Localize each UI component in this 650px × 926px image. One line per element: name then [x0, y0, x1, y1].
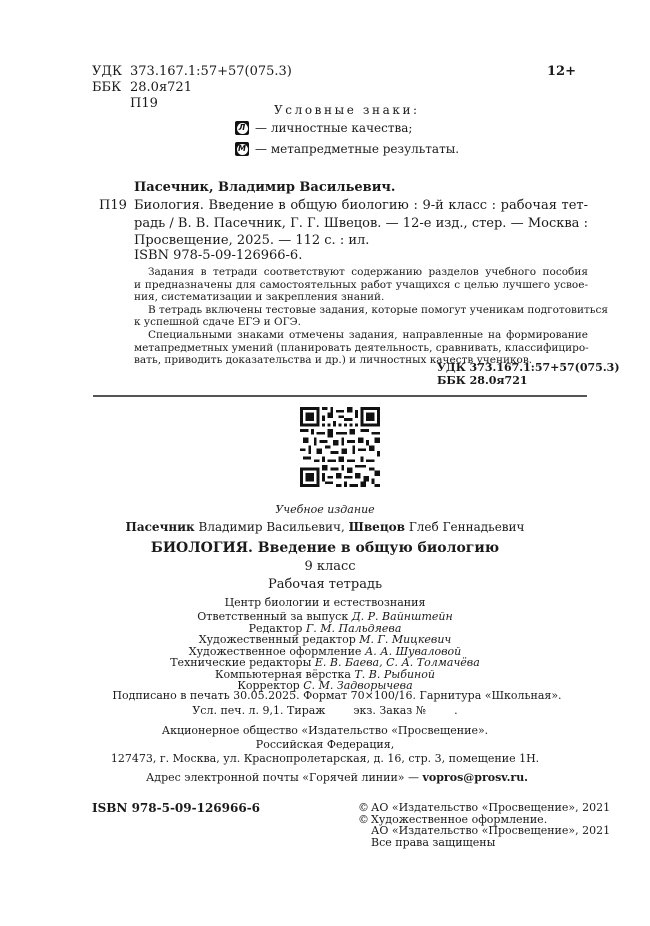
annotation-line: вать, приводить доказательства и др.) и личностных качеств учеников. [134, 354, 533, 367]
credit-row: Технические редакторы Е. В. Баева, С. А. Толмачёва [170, 656, 480, 669]
annotation-line: В тетрадь включены тестовые задания, которые помогут ученикам подготовиться [148, 303, 608, 316]
copyright-row: Все права защищены [371, 836, 496, 850]
legend-title: Условные знаки: [274, 103, 420, 117]
credit-row: Редактор Г. М. Пальдяева [248, 621, 402, 635]
credit-row: Компьютерная вёрстка Т. В. Рыбиной [214, 667, 435, 681]
hotline-email-link[interactable]: vopros@prosv.ru. [422, 771, 529, 784]
print-run-line: Усл. печ. л. 9,1. Тираж экз. Заказ № . [192, 704, 458, 717]
annotation-line: ния, систематизации и закрепления знаний. [134, 291, 385, 304]
annotation-line: Задания в тетради соответствуют содержанию разделов учебного пособия [148, 266, 588, 278]
bbk-label: ББК [92, 80, 122, 95]
bbk-value: 28.0я721 [130, 80, 192, 95]
authors-full: Пасечник Владимир Васильевич, Швецов Глеб Геннадьевич [125, 520, 525, 534]
credit-row: Художественный редактор М. Г. Мицкевич [198, 633, 452, 646]
credit-row: Ответственный за выпуск Д. Р. Вайнштейн [197, 610, 453, 623]
copyright-row: © АО «Издательство «Просвещение», 2021 [358, 801, 611, 814]
annotation-line: и предназначены для самостоятельных работ учащихся с целью лучшего усвое- [134, 278, 588, 291]
classification-block [92, 64, 292, 112]
annotation [134, 266, 608, 367]
qr-code-icon[interactable] [300, 407, 380, 487]
record-isbn: ISBN 978-5-09-126966-6. [134, 248, 303, 263]
annotation-classification [437, 361, 620, 387]
book-grade: 9 класс [304, 559, 356, 574]
udk-value: 373.167.1:57+57(075.3) [130, 64, 292, 79]
letter-l-badge-icon: Л [235, 121, 249, 135]
hotline-label: Адрес электронной почты «Горячей линии» — [145, 771, 420, 784]
copyright-icon: © [358, 812, 369, 826]
print-info-line: Подписано в печать 30.05.2025. Формат 70×100/16. Гарнитура «Школьная». [112, 689, 562, 702]
annotation-line: Специальными знаками отмечены задания, направленные на формирование [148, 328, 588, 341]
copyright-icon: © [358, 801, 369, 814]
annotation-bbk: ББК 28.0я721 [437, 374, 528, 387]
copyright-block [358, 802, 610, 849]
credit-row: Художественное оформление А. А. Шуваловой [188, 644, 462, 658]
editorial-center: Центр биологии и естествознания [224, 596, 426, 609]
copyright-row: АО «Издательство «Просвещение», 2021 [371, 824, 611, 838]
credits [0, 611, 650, 692]
book-title: БИОЛОГИЯ. Введение в общую биологию [150, 540, 500, 556]
record-description [134, 197, 588, 250]
record-line: радь / В. В. Пасечник, Г. Г. Швецов. — 12-е изд., стер. — Москва : [134, 215, 588, 231]
udk-label: УДК [92, 64, 123, 79]
publisher-address: 127473, г. Москва, ул. Краснопролетарская, д. 16, стр. 3, помещение 1Н. [110, 752, 540, 765]
record-line: Биология. Введение в общую биологию : 9-й класс : рабочая тет- [134, 198, 588, 213]
credit-row: Корректор С. М. Задворычева [237, 679, 413, 692]
record-line: Просвещение, 2025. — 112 с. : ил. [134, 233, 370, 248]
author-mark: П19 [130, 96, 158, 111]
annotation-line: метапредметных умений (планировать деятельность, сравнивать, классифициро- [134, 341, 589, 354]
annotation-udk: УДК 373.167.1:57+57(075.3) [437, 361, 620, 374]
legend-text: — личностные качества; [255, 121, 413, 135]
publisher-name: Акционерное общество «Издательство «Просвещение». [161, 724, 489, 737]
annotation-line: к успешной сдаче ЕГЭ и ОГЭ. [134, 316, 301, 329]
legend-text: — метапредметные результаты. [255, 142, 460, 156]
publisher-country: Российская Федерация, [255, 738, 395, 751]
letter-m-badge-icon: М [235, 142, 249, 156]
record-author-mark: П19 [99, 198, 127, 213]
copyright-row: © Художественное оформление. [358, 812, 548, 826]
legend-item-personal [235, 121, 412, 135]
hotline-contact [12, 771, 650, 784]
book-type: Рабочая тетрадь [267, 577, 383, 592]
section-divider [93, 395, 587, 397]
footer-isbn: ISBN 978-5-09-126966-6 [92, 801, 261, 815]
age-rating: 12+ [547, 64, 576, 79]
edition-type: Учебное издание [275, 503, 375, 516]
record-author-heading: Пасечник, Владимир Васильевич. [134, 180, 396, 195]
legend-item-metasubject [235, 142, 459, 156]
